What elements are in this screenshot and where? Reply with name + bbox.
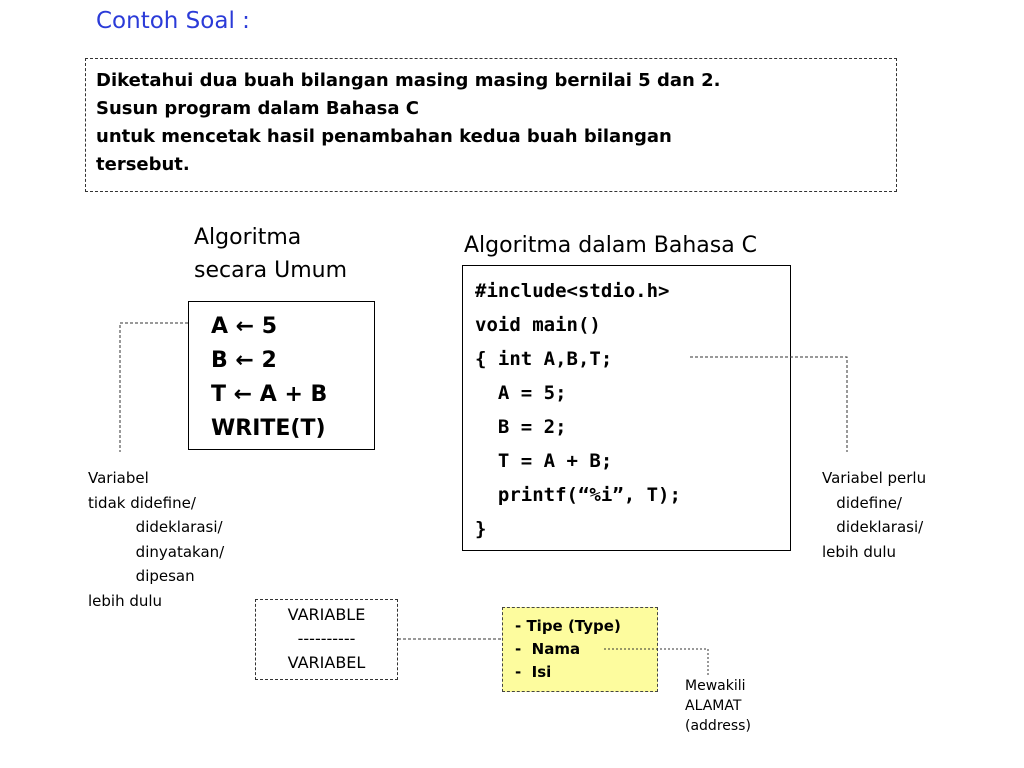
note-line: didefine/ [822, 493, 902, 512]
code-line: B = 2; [475, 416, 567, 438]
connector-name-to-address [604, 649, 708, 676]
code-line: A = 5; [475, 382, 567, 404]
address-note-line: (address) [685, 718, 751, 734]
algorithm-line: T ← A + B [211, 382, 328, 407]
slide-title: Contoh Soal : [96, 8, 250, 34]
connector-algo-to-left-note [120, 323, 188, 452]
note-line: Variabel perlu [822, 469, 927, 487]
note-line: lebih dulu [88, 591, 163, 610]
code-line: } [475, 518, 487, 540]
heading-line: Algoritma [194, 225, 302, 250]
problem-line: tersebut. [96, 154, 190, 175]
code-line: printf(“%i”, T); [475, 484, 681, 506]
c-algorithm-heading: Algoritma dalam Bahasa C [464, 233, 758, 258]
address-note-line: Mewakili [685, 678, 746, 694]
note-line: Variabel [88, 469, 149, 487]
address-note-line: ALAMAT [685, 698, 742, 714]
problem-line: Diketahui dua buah bilangan masing masing bernilai 5 dan 2. [96, 70, 721, 91]
code-line: #include<stdio.h> [475, 280, 670, 302]
problem-line: untuk mencetak hasil penambahan kedua buah bilangan [96, 126, 672, 147]
code-line: void main() [475, 314, 601, 336]
algorithm-line: WRITE(T) [211, 416, 326, 441]
algorithm-line: A ← 5 [211, 314, 278, 339]
note-line: dinyatakan/ [88, 542, 225, 561]
attribute-item: - Tipe (Type) [515, 617, 621, 635]
code-line: { int A,B,T; [475, 348, 613, 370]
note-line: dipesan [88, 567, 195, 585]
note-line: lebih dulu [822, 542, 897, 561]
variable-line: VARIABEL [287, 653, 366, 672]
note-line: tidak didefine/ [88, 493, 196, 512]
note-line: dideklarasi/ [822, 518, 924, 536]
heading-line: secara Umum [194, 258, 348, 283]
note-line: dideklarasi/ [88, 518, 223, 536]
attribute-item: - Isi [515, 663, 552, 681]
code-line: T = A + B; [475, 450, 613, 472]
algorithm-line: B ← 2 [211, 348, 277, 373]
variable-line: VARIABLE [287, 605, 366, 624]
connector-code-to-right-note [690, 357, 847, 452]
variable-divider: ---------- [297, 629, 356, 648]
problem-line: Susun program dalam Bahasa C [96, 98, 419, 119]
attribute-item: - Nama [515, 640, 581, 658]
